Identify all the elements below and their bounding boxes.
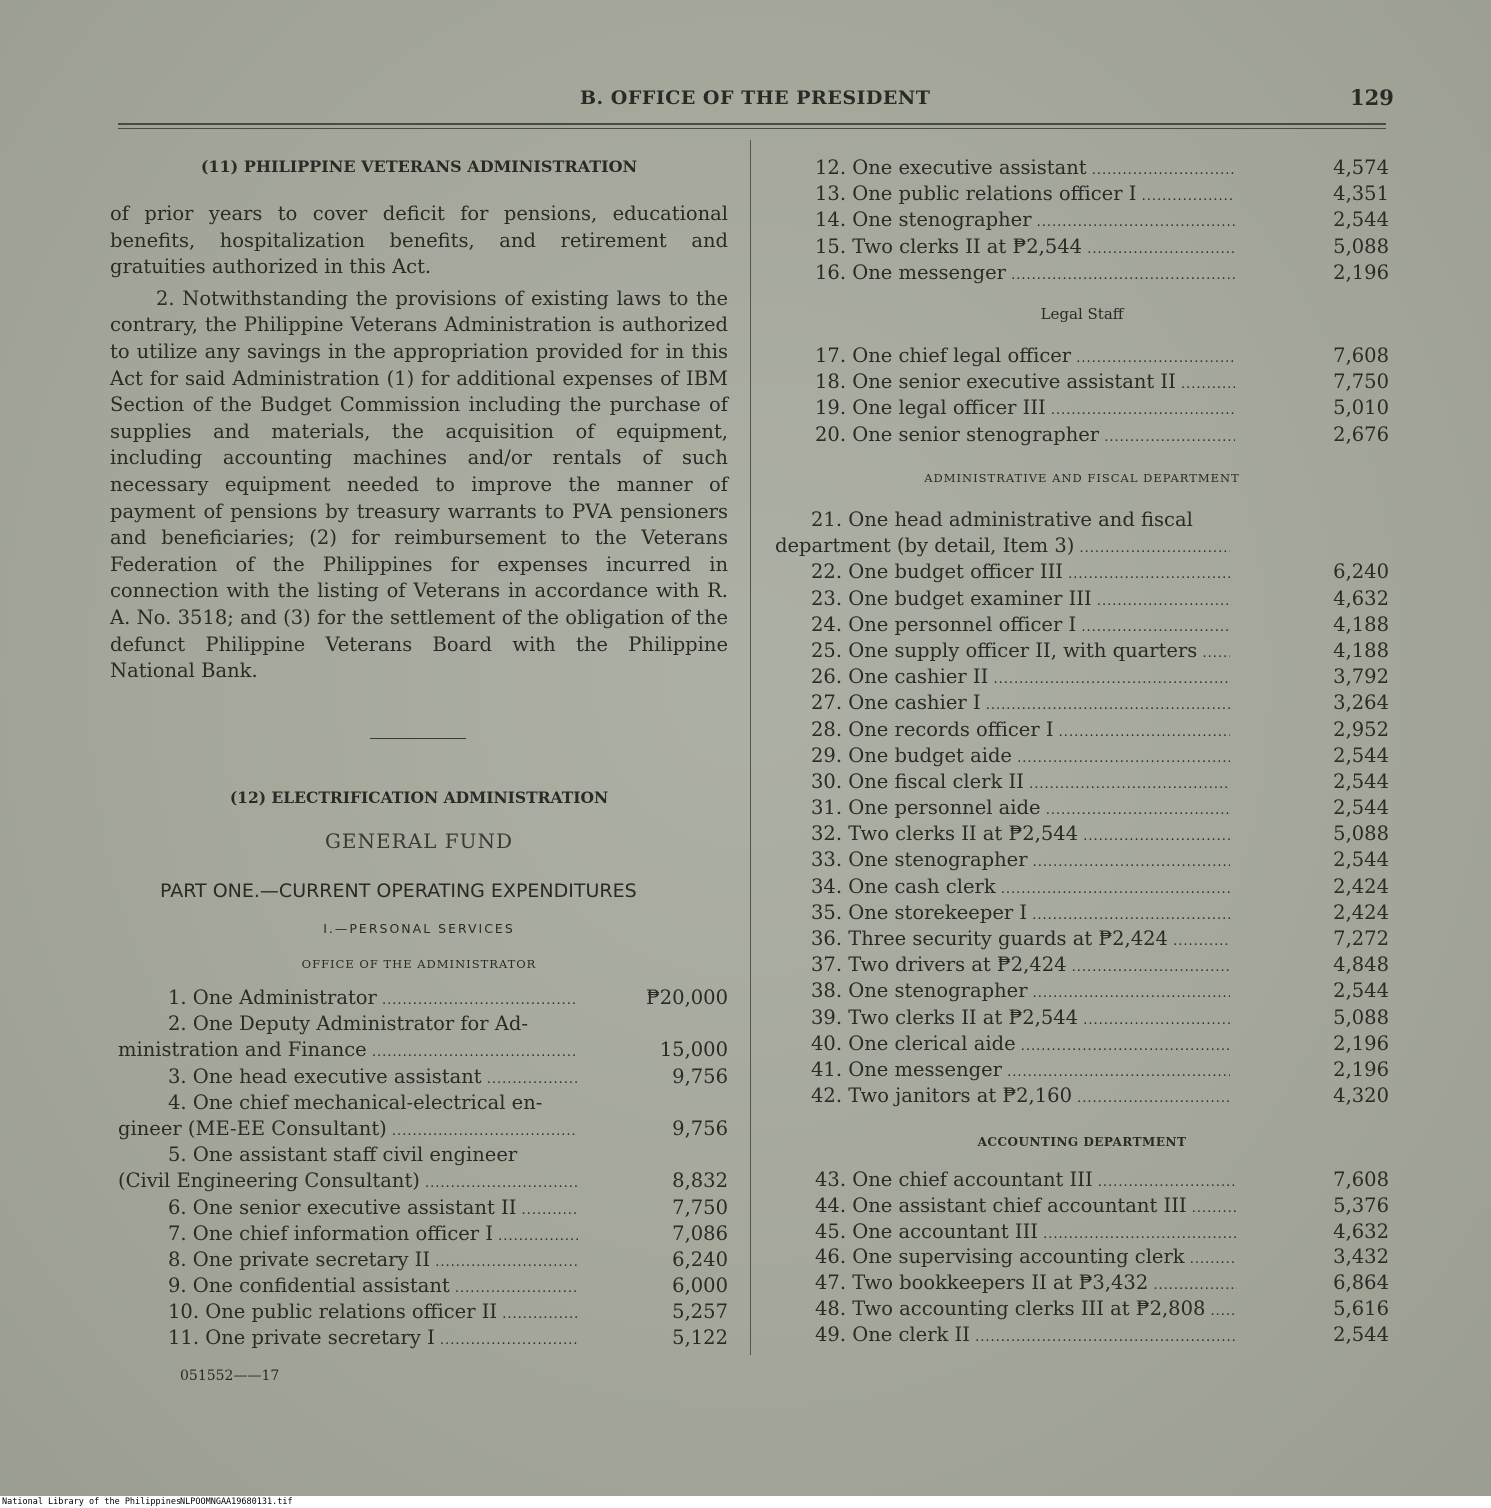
line-item: [118, 1195, 728, 1221]
item-amount: 2,544: [1333, 796, 1389, 820]
section-12-heading: (12) ELECTRIFICATION ADMINISTRATION: [229, 788, 609, 807]
line-item: [118, 1247, 728, 1273]
line-item: [775, 1322, 1389, 1348]
item-description: 20. One senior stenographer .....: [815, 422, 1235, 451]
item-description: 10. One public relations officer II .....: [168, 1299, 578, 1328]
item-description: 24. One personnel officer I .....: [811, 612, 1230, 641]
item-amount: 4,632: [1333, 1219, 1389, 1243]
line-item: [775, 926, 1389, 952]
line-item: [775, 1193, 1389, 1219]
line-item: [775, 978, 1389, 1004]
line-item: [775, 395, 1389, 421]
scan-source: National Library of the Philippines: [2, 1497, 182, 1507]
item-amount: 2,424: [1333, 874, 1389, 898]
item-amount: 5,376: [1333, 1193, 1389, 1217]
item-description: 39. Two clerks II at ₱2,544 .....: [811, 1005, 1230, 1034]
line-item: [775, 1296, 1389, 1322]
item-amount: 5,088: [1333, 234, 1389, 258]
left-column: [110, 150, 728, 685]
line-item: [775, 234, 1389, 260]
item-amount: 2,196: [1333, 1057, 1389, 1081]
item-description: 42. Two janitors at ₱2,160 .....: [811, 1083, 1230, 1112]
item-description: 32. Two clerks II at ₱2,544 .....: [811, 821, 1230, 850]
part-title: —CURRENT OPERATING EXPENDITURES: [259, 880, 637, 902]
item-description: 30. One fiscal clerk II .....: [811, 769, 1230, 798]
item-description: 25. One supply officer II, with quarters .....: [811, 638, 1230, 667]
header-rule-thin: [118, 128, 1386, 129]
item-amount: 3,264: [1333, 691, 1389, 715]
line-item: [775, 638, 1389, 664]
item-description: 3. One head executive assistant .....: [168, 1064, 578, 1093]
item-amount: 7,608: [1333, 1168, 1389, 1191]
item-amount: 2,424: [1333, 900, 1389, 924]
section-separator: [370, 738, 466, 739]
line-item: [775, 821, 1389, 847]
line-item: [775, 181, 1389, 207]
item-amount: 2,544: [1333, 979, 1389, 1003]
item-amount: 5,088: [1333, 822, 1389, 846]
line-item: [775, 664, 1389, 690]
line-item: [775, 874, 1389, 900]
item-description: 12. One executive assistant .....: [815, 155, 1235, 184]
line-item: [775, 1083, 1389, 1109]
item-description-cont: (Civil Engineering Consultant) .....: [118, 1168, 578, 1197]
item-description: 6. One senior executive assistant II .....: [168, 1195, 578, 1224]
item-amount: 6,000: [672, 1274, 728, 1298]
line-item: [775, 1270, 1389, 1296]
line-item: [775, 586, 1389, 612]
line-item: [775, 952, 1389, 978]
item-description: 16. One messenger .....: [815, 260, 1235, 289]
personal-services-heading: I.—PERSONAL SERVICES: [323, 921, 515, 936]
paragraph-2: 2. Notwithstanding the provisions of existing laws to the contrary, the Philippine Veterans Administration is authorized to utilize any savings in the appropriation provided for in this Act for said Administration (1) for additional expenses of IBM Section of the Budget Commission including the purchase of supplies and materials, the acquisition of equipment, including accounting machines and/or rentals of such necessary equipment needed to improve the manner of payment of pensions by treasury warrants to PVA pensioners and beneficiaries; (2) for reimbursement to the Veterans Federation of the Philippines for expenses incurred in connection with the listing of Veterans in accordance with R. A. No. 3518; and (3) for the settlement of the obligation of the defunct Philippine Veterans Board with the Philippine National Bank.: [110, 286, 728, 683]
scan-filename: NLPOOMNGAA19680131.tif: [180, 1497, 293, 1507]
item-amount: 5,088: [1333, 1005, 1389, 1029]
item-description: 38. One stenographer .....: [811, 978, 1230, 1007]
item-amount: 2,544: [1333, 769, 1389, 793]
item-description: One assistant staff civil engineer: [192, 1143, 518, 1167]
item-amount: 5,257: [672, 1300, 728, 1324]
item-amount: 6,864: [1333, 1271, 1389, 1295]
item-amount: 2,196: [1333, 1031, 1389, 1055]
column-divider: [750, 140, 751, 1355]
line-item: [775, 1244, 1389, 1270]
item-amount: 4,188: [1333, 638, 1389, 662]
line-item: [775, 1219, 1389, 1245]
left-item-list: [118, 985, 728, 1352]
item-description: 44. One assistant chief accountant III .....: [815, 1193, 1237, 1222]
line-item: [775, 1057, 1389, 1083]
accounting-heading: ACCOUNTING DEPARTMENT: [977, 1135, 1187, 1149]
item-number: 2.: [168, 1012, 193, 1036]
item-amount: 4,574: [1333, 156, 1389, 179]
item-description-cont: gineer (ME-EE Consultant) .....: [118, 1116, 578, 1145]
item-amount: 6,240: [1333, 560, 1389, 584]
item-description: 26. One cashier II .....: [811, 664, 1230, 693]
item-amount: 2,196: [1333, 260, 1389, 284]
right-item-list-2: [775, 343, 1389, 448]
item-amount: 2,676: [1333, 422, 1389, 446]
line-item: [775, 769, 1389, 795]
print-code: 051552——17: [180, 1368, 280, 1384]
line-item: [118, 1064, 728, 1090]
line-item: [775, 207, 1389, 233]
line-item: [775, 155, 1389, 181]
item-description: One chief mechanical-electrical en-: [192, 1090, 543, 1114]
item-number: 4.: [168, 1090, 193, 1114]
item-description: 49. One clerk II .....: [815, 1322, 1237, 1351]
item-description: 31. One personnel aide .....: [811, 795, 1230, 824]
item-amount: 6,240: [672, 1247, 728, 1271]
item-amount: 5,122: [672, 1326, 728, 1350]
line-item: [118, 1011, 728, 1063]
item-description-cont: department (by detail, Item 3) .....: [775, 533, 1230, 562]
part-heading: [160, 880, 637, 902]
item-amount: 8,832: [672, 1169, 728, 1193]
fund-heading: GENERAL FUND: [324, 829, 514, 853]
item-description: 7. One chief information officer I .....: [168, 1221, 578, 1250]
item-description: 46. One supervising accounting clerk .....: [815, 1244, 1237, 1273]
item-description: 22. One budget officer III .....: [811, 559, 1230, 588]
item-description: 8. One private secretary II .....: [168, 1247, 578, 1276]
item-description: 11. One private secretary I .....: [168, 1325, 578, 1354]
running-header: B. OFFICE OF THE PRESIDENT: [580, 87, 931, 109]
line-item: [775, 612, 1389, 638]
item-amount: 4,848: [1333, 953, 1389, 977]
item-description: 27. One cashier I .....: [811, 690, 1230, 719]
item-description: 13. One public relations officer I .....: [815, 181, 1235, 210]
item-amount: ₱20,000: [646, 986, 728, 1009]
item-amount: 15,000: [659, 1038, 728, 1062]
item-amount: 3,432: [1333, 1245, 1389, 1269]
item-description: 33. One stenographer .....: [811, 847, 1230, 876]
line-item: [775, 847, 1389, 873]
item-amount: 9,756: [672, 1064, 728, 1088]
item-description: 47. Two bookkeepers II at ₱3,432 .....: [815, 1270, 1237, 1299]
line-item: [775, 1005, 1389, 1031]
right-item-list-4: [775, 1167, 1389, 1348]
item-amount: 7,086: [672, 1221, 728, 1245]
item-amount: 2,544: [1333, 208, 1389, 232]
item-amount: 2,544: [1333, 1322, 1389, 1346]
line-item: [775, 422, 1389, 448]
line-item: [775, 795, 1389, 821]
office-heading: OFFICE OF THE ADMINISTRATOR: [301, 957, 537, 971]
item-description: 41. One messenger .....: [811, 1057, 1230, 1086]
line-item: [775, 559, 1389, 585]
right-item-list-3: [775, 507, 1389, 1109]
item-amount: 4,351: [1333, 182, 1389, 206]
item-description: 43. One chief accountant III .....: [815, 1167, 1237, 1196]
item-amount: 7,272: [1333, 927, 1389, 950]
admin-fiscal-heading: ADMINISTRATIVE AND FISCAL DEPARTMENT: [924, 471, 1240, 485]
line-item: [775, 260, 1389, 286]
item-description: 14. One stenographer .....: [815, 207, 1235, 236]
line-item: [775, 507, 1389, 559]
item-description: 34. One cash clerk .....: [811, 874, 1230, 903]
line-item: [775, 717, 1389, 743]
line-item: [118, 1273, 728, 1299]
item-description: 19. One legal officer III .....: [815, 395, 1235, 424]
item-description: 29. One budget aide .....: [811, 743, 1230, 772]
item-description: 1. One Administrator .....: [168, 985, 578, 1014]
line-item: [775, 1031, 1389, 1057]
item-amount: 3,792: [1333, 665, 1389, 689]
item-amount: 2,544: [1333, 743, 1389, 767]
item-amount: 7,608: [1333, 344, 1389, 367]
right-item-list-1: [775, 155, 1389, 286]
section-11-heading: (11) PHILIPPINE VETERANS ADMINISTRATION: [200, 157, 638, 176]
item-description: 28. One records officer I .....: [811, 717, 1230, 746]
item-description-cont: ministration and Finance .....: [118, 1037, 578, 1066]
item-description: 17. One chief legal officer .....: [815, 343, 1235, 372]
line-item: [775, 900, 1389, 926]
item-description: 48. Two accounting clerks III at ₱2,808 .....: [815, 1296, 1237, 1325]
item-description: 9. One confidential assistant .....: [168, 1273, 578, 1302]
item-description: One head administrative and fiscal: [848, 508, 1193, 531]
line-item: [118, 1090, 728, 1142]
item-description: One Deputy Administrator for Ad-: [192, 1012, 528, 1036]
part-label: PART ONE.: [160, 880, 260, 902]
paragraph-1: of prior years to cover deficit for pensions, educational benefits, hospitalization benefits, and retirement and gratuities authorized in this Act.: [110, 202, 728, 279]
line-item: [118, 1299, 728, 1325]
line-item: [775, 1167, 1389, 1193]
line-item: [775, 743, 1389, 769]
header-rule: [118, 123, 1386, 125]
item-amount: 2,544: [1333, 848, 1389, 872]
line-item: [118, 1142, 728, 1194]
item-amount: 7,750: [1333, 370, 1389, 394]
item-description: 23. One budget examiner III .....: [811, 586, 1230, 615]
item-description: 37. Two drivers at ₱2,424 .....: [811, 952, 1230, 981]
item-amount: 5,010: [1333, 396, 1389, 420]
line-item: [775, 369, 1389, 395]
item-description: 45. One accountant III .....: [815, 1219, 1237, 1248]
item-amount: 4,320: [1333, 1084, 1389, 1108]
item-number: 21.: [811, 508, 849, 531]
item-number: 5.: [168, 1143, 193, 1167]
item-description: 18. One senior executive assistant II .....: [815, 369, 1235, 398]
item-amount: 7,750: [672, 1195, 728, 1219]
legal-staff-heading: Legal Staff: [1040, 305, 1124, 323]
item-amount: 4,188: [1333, 612, 1389, 636]
line-item: [118, 985, 728, 1011]
line-item: [118, 1221, 728, 1247]
item-amount: 4,632: [1333, 586, 1389, 610]
item-description: 36. Three security guards at ₱2,424 .....: [811, 926, 1230, 955]
item-description: 15. Two clerks II at ₱2,544 .....: [815, 234, 1235, 263]
page-number: 129: [1350, 85, 1394, 110]
item-description: 40. One clerical aide .....: [811, 1031, 1230, 1060]
line-item: [118, 1325, 728, 1351]
item-amount: 5,616: [1333, 1296, 1389, 1320]
item-description: 35. One storekeeper I .....: [811, 900, 1230, 929]
item-amount: 2,952: [1333, 717, 1389, 741]
item-amount: 9,756: [672, 1116, 728, 1140]
line-item: [775, 343, 1389, 369]
line-item: [775, 690, 1389, 716]
